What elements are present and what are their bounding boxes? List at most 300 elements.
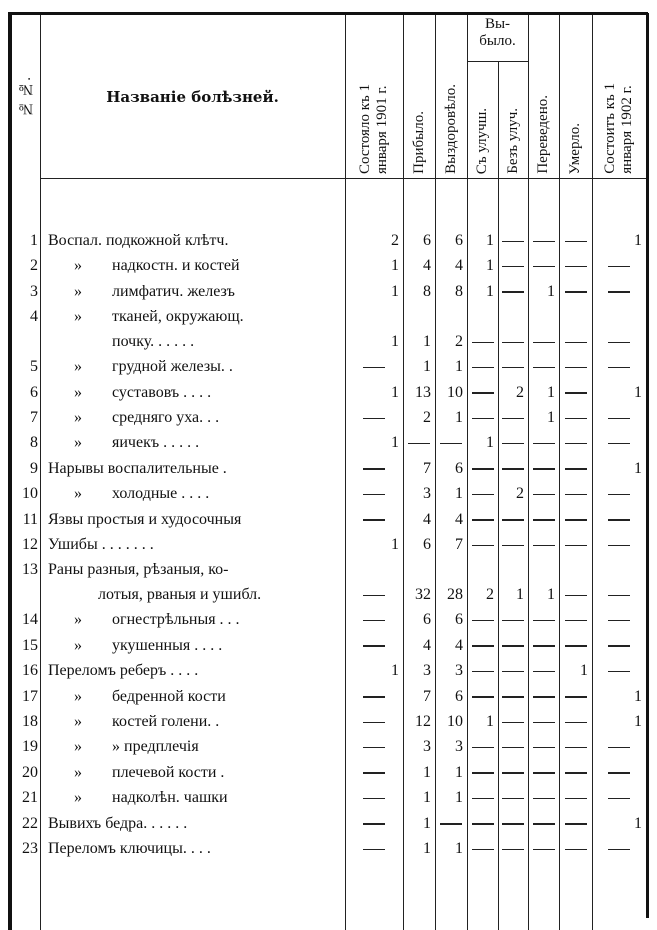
row-number: 18 — [22, 713, 38, 730]
cell-improved — [467, 333, 498, 351]
row-number: 11 — [22, 510, 38, 528]
name-text: плечевой кости . — [112, 763, 225, 781]
cell-transferred — [528, 662, 559, 680]
dash — [533, 645, 555, 647]
dash — [608, 418, 630, 420]
cell-improved — [467, 688, 498, 706]
cell-end — [592, 789, 646, 807]
name-text: огнестрѣльныя . . . — [112, 611, 240, 629]
dash — [472, 367, 494, 369]
cell-improved — [467, 815, 498, 833]
disease-name — [48, 764, 348, 782]
dash — [565, 545, 587, 547]
cell-improved — [467, 358, 498, 376]
dash — [502, 798, 524, 800]
cell-start: 1 — [391, 662, 399, 680]
dash — [472, 342, 494, 344]
cell-improved — [467, 384, 498, 402]
cell-improved — [467, 611, 498, 629]
cell-end — [592, 536, 646, 554]
name-prefix: » — [74, 636, 82, 654]
cell-not_improved — [498, 333, 528, 351]
cell-died — [559, 764, 592, 782]
table-row — [12, 611, 648, 632]
cell-transferred — [528, 637, 559, 655]
cell-end: 1 — [634, 232, 642, 249]
cell-died — [559, 434, 592, 452]
dash — [533, 747, 555, 749]
disease-name-header — [40, 15, 345, 178]
cell-not_improved — [498, 409, 528, 427]
disease-name — [48, 511, 348, 529]
name-label: Названіе болѣзней. — [106, 87, 279, 106]
dash — [533, 443, 555, 445]
cell-died — [559, 333, 592, 351]
cell-died — [559, 789, 592, 807]
dash — [565, 595, 587, 597]
cell-arrived: 1 — [423, 814, 431, 832]
table-row — [12, 637, 648, 658]
cell-improved — [467, 764, 498, 782]
dash — [502, 241, 524, 243]
dash — [502, 671, 524, 673]
dash — [472, 468, 494, 470]
cell-not_improved — [498, 257, 528, 275]
header-label: Состояло къ 1 января 1901 г. — [357, 83, 390, 174]
cell-improved: 1 — [486, 713, 494, 730]
dash — [565, 772, 587, 774]
cell-arrived: 1 — [423, 333, 431, 351]
dash — [472, 545, 494, 547]
number-column-header — [12, 15, 40, 178]
cell-died — [559, 232, 592, 250]
dash — [363, 468, 385, 470]
dash — [608, 849, 630, 851]
cell-arrived: 12 — [415, 713, 431, 730]
cell-start: 1 — [391, 536, 399, 553]
dash — [608, 342, 630, 344]
cell-transferred — [528, 511, 559, 529]
cell-recovered: 6 — [455, 232, 463, 249]
table-row — [12, 283, 648, 304]
row-number: 16 — [22, 662, 38, 680]
cell-arrived: 7 — [423, 687, 431, 705]
dash — [608, 645, 630, 647]
cell-start: 1 — [391, 282, 399, 300]
cell-transferred — [528, 536, 559, 554]
name-text: укушенныя . . . . — [112, 636, 223, 654]
cell-recovered: 7 — [455, 536, 463, 553]
cell-improved: 2 — [486, 586, 494, 604]
row-number: 15 — [22, 636, 38, 654]
row-number: 2 — [30, 257, 38, 275]
cell-start: 2 — [391, 232, 399, 249]
cell-transferred — [528, 232, 559, 250]
cell-improved — [467, 511, 498, 529]
cell-not_improved — [498, 611, 528, 629]
cell-arrived: 4 — [423, 510, 431, 528]
dash — [363, 722, 385, 724]
cell-transferred — [528, 485, 559, 503]
table-row — [12, 358, 648, 379]
name-prefix: Переломъ — [48, 662, 116, 680]
dash — [363, 747, 385, 749]
dash — [472, 620, 494, 622]
dash — [363, 823, 385, 825]
cell-died — [559, 460, 592, 478]
dash — [440, 443, 462, 445]
name-prefix: Ушибы — [48, 536, 98, 553]
cell-improved: 1 — [486, 257, 494, 275]
dash — [608, 595, 630, 597]
dash — [363, 620, 385, 622]
cell-improved: 1 — [486, 434, 494, 452]
row-number: 7 — [30, 409, 38, 426]
cell-not_improved — [498, 789, 528, 807]
name-text: » предплечія — [112, 738, 199, 756]
header-group-discharged: Вы-было. — [479, 16, 516, 49]
cell-arrived: 7 — [423, 459, 431, 477]
cell-recovered: 10 — [447, 713, 463, 730]
cell-transferred — [528, 789, 559, 807]
dash — [533, 519, 555, 521]
table-row — [12, 485, 648, 506]
dash — [608, 772, 630, 774]
name-text: бедра. . . . . . — [105, 814, 188, 832]
cell-died — [559, 637, 592, 655]
cell-start: 1 — [391, 257, 399, 275]
table-row — [12, 662, 648, 683]
disease-name — [48, 358, 348, 376]
dash — [533, 772, 555, 774]
cell-start: 1 — [391, 333, 399, 351]
name-prefix: » — [74, 434, 82, 452]
dash — [502, 266, 524, 268]
dash — [608, 798, 630, 800]
cell-recovered: 8 — [455, 282, 463, 300]
name-prefix: Нарывы — [48, 459, 104, 477]
cell-improved — [467, 460, 498, 478]
cell-recovered: 2 — [455, 333, 463, 351]
table-row — [12, 460, 648, 481]
dash — [472, 747, 494, 749]
dash — [608, 266, 630, 268]
table-row — [12, 232, 648, 253]
dash — [363, 772, 385, 774]
cell-end — [592, 409, 646, 427]
cell-start — [345, 511, 403, 529]
disease-name-continued: лотыя, рваныя и ушибл. — [98, 586, 262, 604]
name-prefix: » — [74, 485, 82, 503]
row-number: 20 — [22, 763, 38, 781]
dash — [608, 747, 630, 749]
name-text: бедренной кости — [112, 687, 226, 705]
dash — [533, 266, 555, 268]
disease-name — [48, 308, 348, 326]
cell-transferred — [528, 358, 559, 376]
cell-recovered: 1 — [455, 409, 463, 426]
cell-arrived: 4 — [423, 257, 431, 275]
cell-died — [559, 511, 592, 529]
cell-not_improved — [498, 460, 528, 478]
cell-start — [345, 789, 403, 807]
dash — [472, 823, 494, 825]
dash — [502, 823, 524, 825]
row-number: 17 — [22, 687, 38, 705]
cell-start — [345, 688, 403, 706]
dash — [565, 798, 587, 800]
cell-arrived: 1 — [423, 840, 431, 857]
cell-recovered: 3 — [455, 738, 463, 756]
row-number: 1 — [30, 232, 38, 249]
dash — [533, 241, 555, 243]
cell-end — [592, 738, 646, 756]
cell-not_improved — [498, 662, 528, 680]
cell-recovered: 6 — [455, 687, 463, 705]
disease-name — [48, 536, 348, 554]
cell-improved — [467, 637, 498, 655]
dash — [502, 696, 524, 698]
name-prefix: » — [74, 789, 82, 807]
cell-end: 1 — [634, 814, 642, 832]
dash — [363, 595, 385, 597]
dash — [608, 545, 630, 547]
dash — [502, 645, 524, 647]
dash — [565, 645, 587, 647]
dash — [533, 468, 555, 470]
cell-transferred — [528, 815, 559, 833]
header-end-1902 — [592, 15, 646, 178]
cell-end — [592, 358, 646, 376]
cell-arrived: 4 — [423, 636, 431, 654]
row-number: 22 — [22, 814, 38, 832]
cell-end — [592, 637, 646, 655]
name-text: разныя, рѣзаныя, ко- — [87, 561, 229, 579]
dash — [502, 468, 524, 470]
cell-improved — [467, 409, 498, 427]
header-label: Состоитъ къ 1 января 1902 г. — [602, 83, 635, 174]
dash — [533, 823, 555, 825]
cell-transferred — [528, 434, 559, 452]
cell-not_improved — [498, 434, 528, 452]
dash — [472, 798, 494, 800]
disease-name — [48, 561, 348, 579]
cell-died — [559, 283, 592, 301]
dash — [472, 418, 494, 420]
cell-start — [345, 840, 403, 858]
cell-transferred: 1 — [547, 383, 555, 401]
cell-transferred — [528, 688, 559, 706]
disease-name — [48, 840, 348, 858]
dash — [502, 367, 524, 369]
dash — [502, 342, 524, 344]
dash — [533, 494, 555, 496]
cell-end: 1 — [634, 713, 642, 730]
dash — [363, 798, 385, 800]
name-prefix: » — [74, 383, 82, 401]
dash — [472, 772, 494, 774]
name-prefix: Раны — [48, 561, 84, 579]
name-prefix: » — [74, 409, 82, 426]
dash — [502, 722, 524, 724]
cell-recovered: 6 — [455, 459, 463, 477]
dash — [472, 392, 494, 394]
cell-arrived: 32 — [415, 586, 431, 604]
cell-recovered: 1 — [455, 485, 463, 503]
dash — [363, 418, 385, 420]
cell-recovered — [435, 434, 467, 452]
cell-improved: 1 — [486, 232, 494, 249]
cell-died — [559, 384, 592, 402]
cell-end: 1 — [634, 459, 642, 477]
cell-recovered — [435, 815, 467, 833]
dash — [608, 620, 630, 622]
cell-transferred — [528, 257, 559, 275]
dash — [565, 747, 587, 749]
cell-died — [559, 257, 592, 275]
cell-arrived: 6 — [423, 611, 431, 629]
cell-recovered: 6 — [455, 611, 463, 629]
dash — [565, 291, 587, 293]
dash — [363, 367, 385, 369]
cell-improved — [467, 789, 498, 807]
cell-recovered: 1 — [455, 840, 463, 857]
name-prefix: » — [74, 687, 82, 705]
disease-name — [48, 384, 348, 402]
number-label: № №. — [17, 76, 34, 117]
table-row — [12, 713, 648, 734]
cell-not_improved — [498, 358, 528, 376]
cell-not_improved — [498, 283, 528, 301]
dash — [533, 696, 555, 698]
dash — [472, 849, 494, 851]
cell-died — [559, 485, 592, 503]
cell-start — [345, 460, 403, 478]
header-died: Умерло. — [567, 122, 583, 174]
row-number: 9 — [30, 459, 38, 477]
cell-died — [559, 611, 592, 629]
name-prefix: » — [74, 257, 82, 275]
cell-end — [592, 283, 646, 301]
name-text: средняго уха. . . — [112, 409, 220, 426]
name-text: воспалительные . — [107, 459, 227, 477]
cell-died — [559, 815, 592, 833]
dash — [472, 494, 494, 496]
dash — [565, 494, 587, 496]
header-improved: Съ улучш. — [474, 107, 490, 174]
dash — [565, 241, 587, 243]
disease-name — [48, 688, 348, 706]
cell-died — [559, 713, 592, 731]
name-prefix: » — [74, 713, 82, 730]
row-number: 6 — [30, 383, 38, 401]
row-number: 19 — [22, 738, 38, 756]
cell-improved — [467, 738, 498, 756]
cell-arrived — [403, 434, 435, 452]
dash — [363, 849, 385, 851]
cell-transferred: 1 — [547, 282, 555, 300]
cell-start — [345, 738, 403, 756]
cell-arrived: 3 — [423, 662, 431, 680]
cell-arrived: 1 — [423, 358, 431, 376]
cell-transferred — [528, 611, 559, 629]
dash — [565, 266, 587, 268]
table-row — [12, 384, 648, 405]
dash — [608, 291, 630, 293]
dash — [502, 849, 524, 851]
cell-recovered: 28 — [447, 586, 463, 604]
cell-improved — [467, 485, 498, 503]
dash — [502, 443, 524, 445]
dash — [565, 342, 587, 344]
header-recovered: Выздоровѣло. — [442, 84, 459, 174]
name-prefix: » — [74, 282, 82, 300]
name-prefix: » — [74, 308, 82, 326]
cell-recovered: 3 — [455, 662, 463, 680]
cell-arrived: 6 — [423, 232, 431, 249]
cell-end — [592, 511, 646, 529]
cell-start: 1 — [391, 383, 399, 401]
cell-died: 1 — [580, 662, 588, 680]
header-rule — [40, 178, 646, 179]
cell-improved: 1 — [486, 282, 494, 300]
table-row — [12, 434, 648, 455]
dash — [502, 418, 524, 420]
disease-name — [48, 232, 348, 250]
dash — [472, 671, 494, 673]
cell-arrived: 8 — [423, 282, 431, 300]
cell-end: 1 — [634, 383, 642, 401]
cell-not_improved: 2 — [516, 485, 524, 503]
cell-start — [345, 358, 403, 376]
dash — [565, 722, 587, 724]
name-prefix: » — [74, 611, 82, 629]
cell-recovered: 1 — [455, 358, 463, 376]
dash — [363, 645, 385, 647]
dash — [502, 620, 524, 622]
dash — [472, 645, 494, 647]
row-number: 3 — [30, 282, 38, 300]
table-row — [12, 840, 648, 861]
disease-name — [48, 434, 348, 452]
name-prefix: Вывихъ — [48, 814, 102, 832]
dash — [565, 392, 587, 394]
dash — [502, 519, 524, 521]
dash — [502, 545, 524, 547]
cell-start — [345, 409, 403, 427]
cell-end — [592, 434, 646, 452]
dash — [608, 443, 630, 445]
dash — [608, 519, 630, 521]
cell-end — [592, 611, 646, 629]
cell-not_improved — [498, 511, 528, 529]
name-text: реберъ . . . . — [119, 662, 199, 680]
table-row — [12, 536, 648, 557]
header-transferred: Переведено. — [535, 95, 551, 174]
cell-start — [345, 485, 403, 503]
name-prefix: » — [74, 763, 82, 781]
table-row — [12, 561, 648, 604]
cell-end — [592, 586, 646, 604]
dash — [363, 519, 385, 521]
cell-recovered: 4 — [455, 257, 463, 275]
dash — [533, 849, 555, 851]
cell-end — [592, 333, 646, 351]
cell-recovered: 1 — [455, 789, 463, 807]
row-number: 14 — [22, 611, 38, 629]
cell-died — [559, 586, 592, 604]
dash — [565, 696, 587, 698]
